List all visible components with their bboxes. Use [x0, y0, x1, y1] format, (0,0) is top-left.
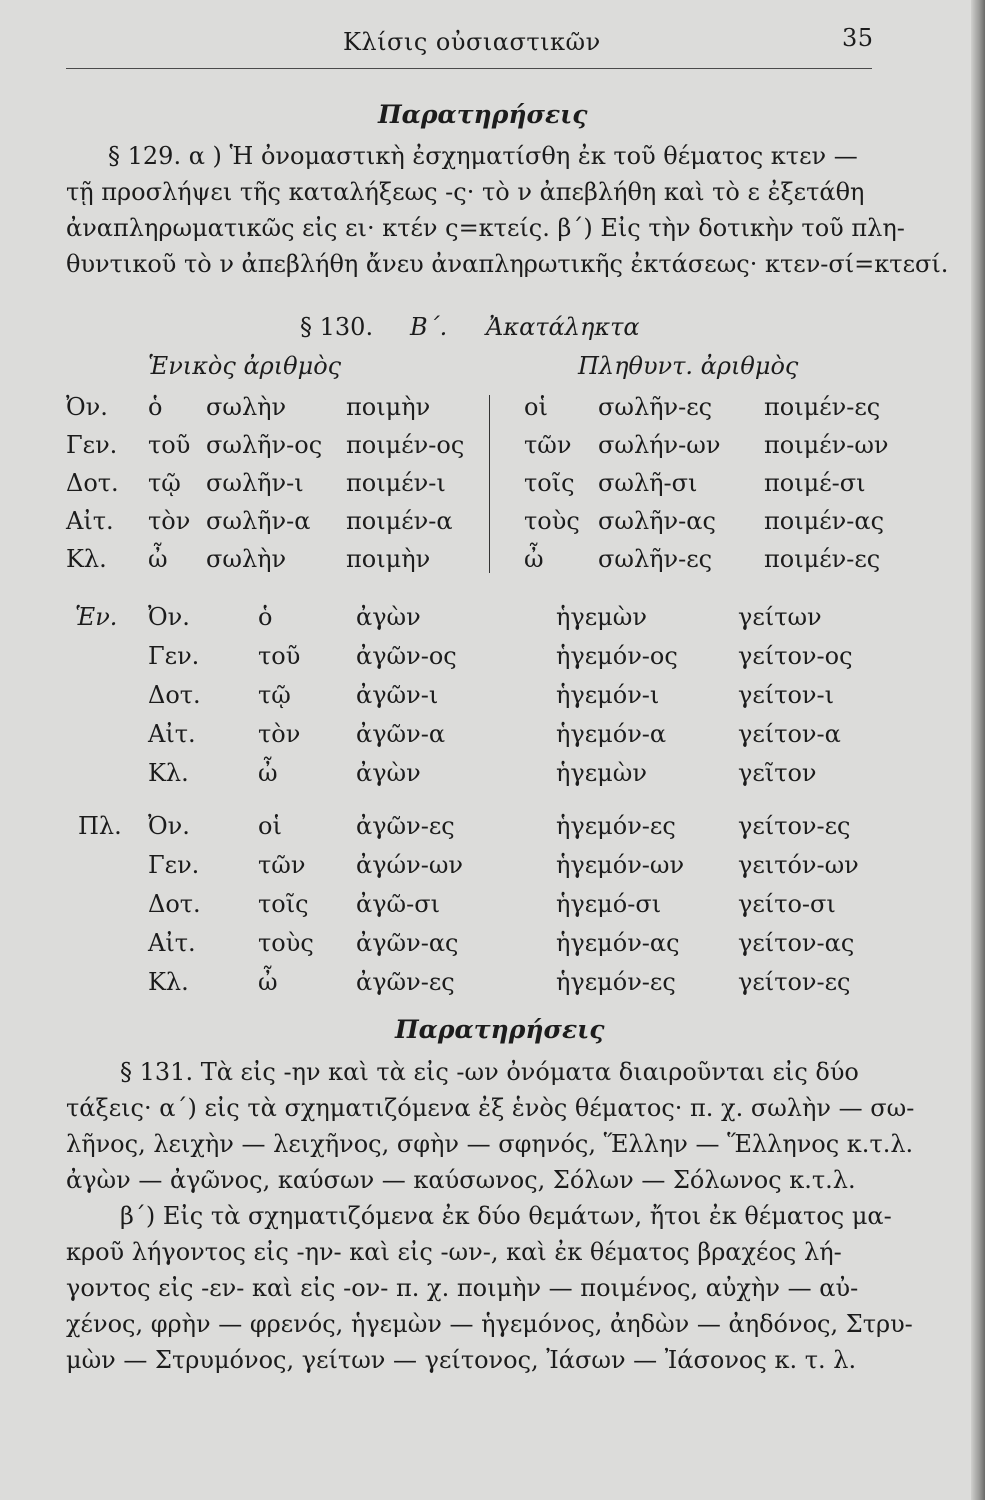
table2-cell: ἀγῶν-ος	[356, 642, 457, 670]
table2-cell: ἀγῶ-σι	[356, 890, 441, 918]
singular-label: Ἑνικὸς ἀριθμὸς	[148, 352, 342, 380]
table2-cell: ἡγεμὼν	[556, 759, 647, 787]
table1-cell: Αἰτ.	[66, 507, 114, 535]
table2-cell: γείτον-ες	[738, 812, 851, 840]
table2-cell: ἡγεμόν-ι	[556, 681, 660, 709]
paragraph-line: γοντος εἰς -εν- καὶ εἰς -ον- π. χ. ποιμὴν — ποιμένος, αὐχὴν — αὐ-	[66, 1274, 859, 1302]
table1-cell: ποιμέ-σι	[764, 469, 866, 497]
page-edge-shadow	[971, 0, 985, 1500]
paragraph-line: § 129. α ) Ἡ ὀνομαστικὴ ἐσχηματίσθη ἐκ τοῦ θέματος κτεν —	[108, 142, 858, 170]
table1-cell: σωλῆν-α	[206, 507, 311, 535]
table2-cell: γεῖτον	[738, 759, 817, 787]
section-number: § 130.	[300, 313, 374, 341]
table2-cell: Ὀν.	[148, 603, 190, 631]
column-divider	[489, 395, 490, 573]
paragraph-line: χένος, φρὴν — φρενός, ἡγεμὼν — ἡγεμόνος, ἀηδὼν — ἀηδόνος, Στρυ-	[66, 1310, 913, 1338]
table2-cell: γείτο-σι	[738, 890, 836, 918]
paragraph-line: θυντικοῦ τὸ ν ἀπεβλήθη ἄνευ ἀναπληρωτικῆς ἐκτάσεως· κτεν-σί=κτεσί.	[66, 250, 949, 278]
paragraph-line: λῆνος, λειχὴν — λειχῆνος, σφὴν — σφηνός, Ἕλλην — Ἕλληνος κ.τ.λ.	[66, 1130, 914, 1158]
table2-cell: ἡγεμὼν	[556, 603, 647, 631]
table1-cell: ποιμέν-ων	[764, 431, 889, 459]
paragraph-line: ἀγὼν — ἀγῶνος, καύσων — καύσωνος, Σόλων — Σόλωνος κ.τ.λ.	[66, 1166, 856, 1194]
table1-cell: ποιμέν-α	[346, 507, 453, 535]
table1-cell: σωλῆν-ες	[598, 545, 713, 573]
table1-cell: ὦ	[524, 545, 544, 573]
table2-cell: γείτον-ας	[738, 929, 855, 957]
table2-cell: Κλ.	[148, 759, 189, 787]
table1-cell: Κλ.	[66, 545, 107, 573]
table2-cell: Γεν.	[148, 642, 200, 670]
table1-cell: σωλὴν	[206, 545, 287, 573]
table2-cell: ἀγὼν	[356, 603, 421, 631]
table2-cell: τῶν	[258, 851, 306, 879]
page-number: 35	[842, 24, 874, 52]
table1-cell: σωλῆν-ες	[598, 393, 713, 421]
table2-cell: γείτον-ι	[738, 681, 835, 709]
table1-cell: σωλήν-ων	[598, 431, 721, 459]
table1-cell: ποιμέν-ι	[346, 469, 446, 497]
table2-cell: τοῖς	[258, 890, 309, 918]
table2-cell: ἡγεμόν-ας	[556, 929, 680, 957]
paragraph-129	[66, 138, 949, 282]
table2-cell: γειτόν-ων	[738, 851, 859, 879]
table1-cell: τὸν	[148, 507, 191, 535]
table2-cell: Γεν.	[148, 851, 200, 879]
table1-cell: ὁ	[148, 393, 163, 421]
table2-cell: ἡγεμόν-ος	[556, 642, 678, 670]
paragraph-line: κροῦ λήγοντος εἰς -ην- καὶ εἰς -ων-, καὶ ἐκ θέματος βραχέος λή-	[66, 1238, 842, 1266]
table2-cell: Αἰτ.	[148, 929, 196, 957]
table1-cell: τῶν	[524, 431, 572, 459]
running-header-title: Κλίσις οὐσιαστικῶν	[343, 28, 601, 56]
table1-cell: Ὀν.	[66, 393, 108, 421]
table2-cell: Αἰτ.	[148, 720, 196, 748]
table1-cell: ποιμὴν	[346, 393, 431, 421]
table2-cell: ἡγεμόν-ες	[556, 812, 676, 840]
table1-cell: τῷ	[148, 469, 181, 497]
table2-cell: Ὀν.	[148, 812, 190, 840]
table2-cell: γείτον-ος	[738, 642, 853, 670]
table2-cell: ἀγῶν-ες	[356, 968, 455, 996]
header-rule	[66, 68, 872, 69]
singular-abbr-text: Ἑν.	[75, 603, 118, 631]
table2-cell: ὦ	[258, 968, 278, 996]
paragraph-line: τῇ προσλήψει τῆς καταλήξεως -ς· τὸ ν ἀπεβλήθη καὶ τὸ ε ἐξετάθη	[66, 178, 865, 206]
table1-cell: σωλῆν-ος	[206, 431, 323, 459]
table2-cell: ἡγεμόν-α	[556, 720, 667, 748]
section-letter: Β΄.	[410, 313, 448, 341]
paragraph-line: μὼν — Στρυμόνος, γείτων — γείτονος, Ἰάσων — Ἰάσονος κ. τ. λ.	[66, 1346, 857, 1374]
table2-cell: Δοτ.	[148, 890, 201, 918]
table2-cell: τοὺς	[258, 929, 314, 957]
paragraph-131	[66, 1054, 915, 1378]
table1-cell: ποιμέν-ες	[764, 545, 881, 573]
table2-cell: γείτον-ες	[738, 968, 851, 996]
table1-cell: σωλῆ-σι	[598, 469, 698, 497]
table2-cell: ἀγὼν	[356, 759, 421, 787]
table1-cell: οἱ	[524, 393, 548, 421]
singular-abbr	[75, 603, 117, 631]
table2-cell: γείτων	[738, 603, 822, 631]
table1-cell: ποιμέν-ας	[764, 507, 885, 535]
table1-cell: τοῖς	[524, 469, 575, 497]
paragraph-line: β΄) Εἰς τὰ σχηματιζόμενα ἐκ δύο θεμάτων, ἤτοι ἐκ θέματος μα-	[120, 1202, 892, 1230]
table2-cell: ἀγῶν-α	[356, 720, 446, 748]
table2-cell: ἀγών-ων	[356, 851, 463, 879]
table1-cell: ὦ	[148, 545, 168, 573]
table1-cell: τοὺς	[524, 507, 580, 535]
table1-cell: Γεν.	[66, 431, 118, 459]
table2-cell: τῷ	[258, 681, 291, 709]
plural-label: Πληθυντ. ἀριθμὸς	[578, 352, 799, 380]
table1-cell: σωλὴν	[206, 393, 287, 421]
table2-cell: οἱ	[258, 812, 282, 840]
table1-cell: ποιμέν-ος	[346, 431, 465, 459]
table2-cell: ἀγῶν-ες	[356, 812, 455, 840]
table2-cell: τὸν	[258, 720, 301, 748]
table2-cell: ἡγεμόν-ων	[556, 851, 685, 879]
table1-cell: Δοτ.	[66, 469, 119, 497]
table1-cell: ποιμέν-ες	[764, 393, 881, 421]
table1-cell: τοῦ	[148, 431, 191, 459]
table2-cell: γείτον-α	[738, 720, 841, 748]
table1-cell: σωλῆν-ας	[598, 507, 716, 535]
section-heading-observations-2: Παρατηρήσεις	[395, 1015, 605, 1044]
table2-cell: Κλ.	[148, 968, 189, 996]
table2-cell: ἀγῶν-ι	[356, 681, 439, 709]
table2-cell: ἀγῶν-ας	[356, 929, 459, 957]
paragraph-line: τάξεις· α΄) εἰς τὰ σχηματιζόμενα ἐξ ἑνὸς θέματος· π. χ. σωλὴν — σω-	[66, 1094, 915, 1122]
paragraph-line: § 131. Τὰ εἰς -ην καὶ τὰ εἰς -ων ὀνόματα διαιροῦνται εἰς δύο	[120, 1058, 859, 1086]
table2-cell: Δοτ.	[148, 681, 201, 709]
section-title: Ἀκατάληκτα	[486, 313, 640, 341]
table2-cell: ἡγεμό-σι	[556, 890, 662, 918]
paragraph-line: ἀναπληρωματικῶς εἰς ει· κτέν ς=κτείς. β΄) Εἰς τὴν δοτικὴν τοῦ πλη-	[66, 214, 905, 242]
section-heading-observations: Παρατηρήσεις	[378, 100, 588, 129]
table2-cell: τοῦ	[258, 642, 301, 670]
table2-cell: ἡγεμόν-ες	[556, 968, 676, 996]
table2-cell: ὦ	[258, 759, 278, 787]
table1-cell: σωλῆν-ι	[206, 469, 304, 497]
table2-cell: ὁ	[258, 603, 273, 631]
table1-cell: ποιμὴν	[346, 545, 431, 573]
plural-abbr: Πλ.	[78, 812, 122, 840]
